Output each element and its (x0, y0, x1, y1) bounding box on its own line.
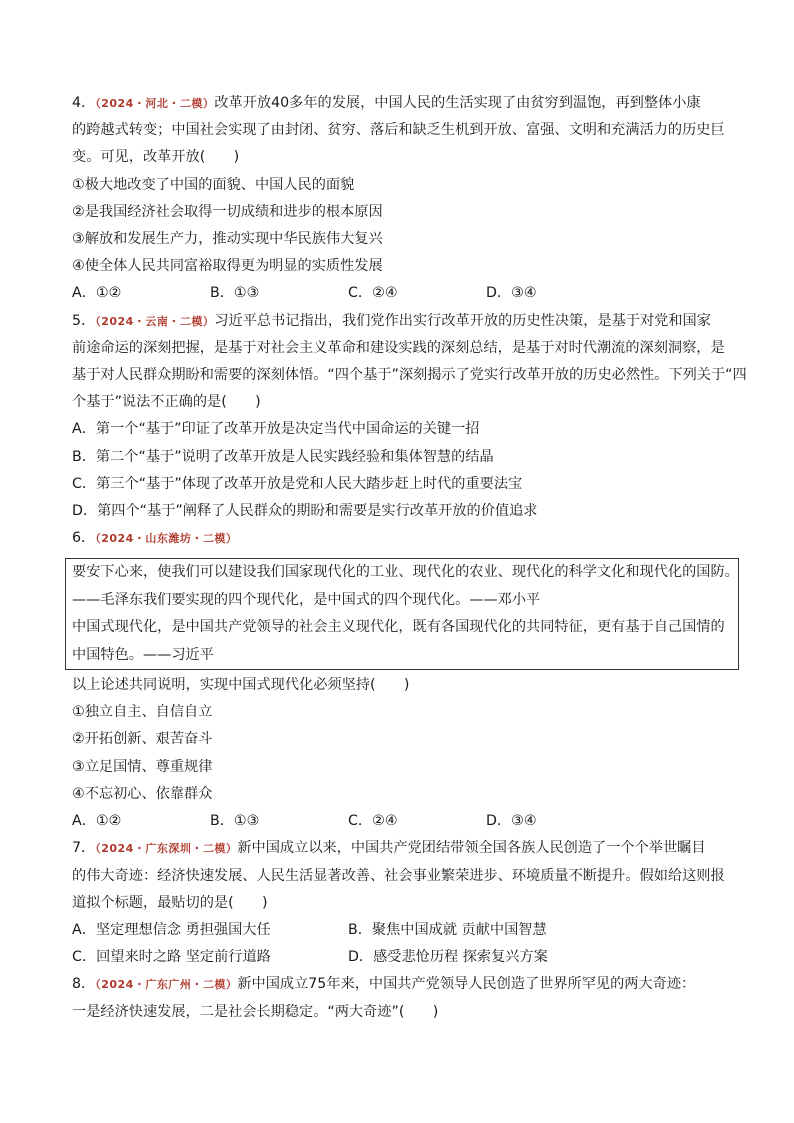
option-c[interactable]: C．第三个“基于”体现了改革开放是党和人民大踏步赶上时代的重要法宝 (72, 475, 523, 492)
question-stem-line: 道拟个标题，最贴切的是( ) (72, 894, 268, 911)
quote-line: ——毛泽东我们要实现的四个现代化，是中国式的四个现代化。——邓小平 (72, 591, 541, 608)
answer-options (72, 808, 732, 835)
question-number: 6． (72, 530, 96, 547)
option-d[interactable]: D．感受悲怆历程 探索复兴方案 (348, 949, 548, 966)
quote-line: 要安下心来，使我们可以建设我们国家现代化的工业、现代化的农业、现代化的科学文化和现代化的国防。 (72, 564, 739, 581)
statement-item: ②是我国经济社会取得一切成绩和进步的根本原因 (72, 203, 383, 220)
statement-item: ③立足国情、尊重规律 (72, 758, 213, 775)
option-a[interactable]: A．①② (72, 285, 122, 302)
option-d[interactable]: D．③④ (486, 285, 537, 302)
statement-item: ①独立自主、自信自立 (72, 704, 213, 721)
option-b[interactable]: B．第二个“基于”说明了改革开放是人民实践经验和集体智慧的结晶 (72, 448, 494, 465)
option-c[interactable]: C．回望来时之路 坚定前行道路 (72, 949, 271, 966)
question-stem: 4．（2024・河北・二模）改革开放40多年的发展，中国人民的生活实现了由贫穷到温饱，再到整体小康 (72, 95, 701, 111)
question-number: 7． (72, 840, 96, 857)
option-a[interactable]: A．①② (72, 813, 122, 830)
question-source: （2024・云南・二模） (95, 314, 215, 328)
question-stem-line: 的伟大奇迹：经济快速发展、人民生活显著改善、社会事业繁荣进步、环境质量不断提升。假如给这则报 (72, 867, 725, 884)
question-sheet (72, 90, 747, 1026)
statement-item: ①极大地改变了中国的面貌、中国人民的面貌 (72, 176, 355, 193)
option-b[interactable]: B．①③ (210, 285, 260, 302)
option-a[interactable]: A．第一个“基于”印证了改革开放是决定当代中国命运的关键一招 (72, 421, 480, 438)
option-b[interactable]: B．①③ (210, 813, 260, 830)
answer-options (72, 917, 732, 944)
question-source: （2024・广东广州・二模） (95, 978, 238, 992)
question-4 (72, 90, 732, 308)
question-number: 8． (72, 976, 96, 993)
question-stem-line: 以上论述共同说明，实现中国式现代化必须坚持( ) (72, 677, 410, 694)
question-8 (72, 971, 732, 1025)
statement-item: ④使全体人民共同富裕取得更为明显的实质性发展 (72, 258, 383, 275)
statement-item: ②开拓创新、艰苦奋斗 (72, 731, 213, 748)
option-c[interactable]: C．②④ (348, 285, 398, 302)
question-source: （2024・山东潍坊・二模） (95, 532, 238, 546)
question-6 (72, 525, 739, 835)
quote-line: 中国特色。——习近平 (72, 646, 214, 663)
question-stem (72, 525, 732, 552)
question-stem-line: 前途命运的深刻把握，是基于对社会主义革命和建设实践的深刻总结，是基于对时代潮流的深刻洞察，是 (72, 339, 725, 356)
question-stem: 7．（2024・广东深圳・二模）新中国成立以来，中国共产党团结带领全国各族人民创造了一个个举世瞩目 (72, 840, 706, 857)
option-a[interactable]: A．坚定理想信念 勇担强国大任 (72, 921, 271, 938)
option-d[interactable]: D．第四个“基于”阐释了人民群众的期盼和需要是实行改革开放的价值追求 (72, 503, 538, 520)
question-stem-line: 一是经济快速发展，二是社会长期稳定。“两大奇迹”( ) (72, 1003, 439, 1020)
question-stem-line: 基于对人民群众期盼和需要的深刻体悟。“四个基于”深刻揭示了党实行改革开放的历史必然性。下列关于“四 (72, 367, 747, 384)
statement-item: ③解放和发展生产力，推动实现中华民族伟大复兴 (72, 231, 383, 248)
question-7 (72, 835, 732, 971)
statement-item: ④不忘初心、依靠群众 (72, 785, 213, 802)
quote-line: 中国式现代化，是中国共产党领导的社会主义现代化，既有各国现代化的共同特征，更有基于自己国情的 (72, 619, 725, 636)
question-stem: 8．（2024・广东广州・二模）新中国成立75年来，中国共产党领导人民创造了世界所罕见的两大奇迹： (72, 976, 696, 993)
option-b[interactable]: B．聚焦中国成就 贡献中国智慧 (348, 921, 547, 938)
question-source: （2024・广东深圳・二模） (95, 842, 238, 856)
option-d[interactable]: D．③④ (486, 813, 537, 830)
question-stem: 5．（2024・云南・二模）习近平总书记指出，我们党作出实行改革开放的历史性决策，是基于对党和国家 (72, 312, 711, 329)
question-stem-line: 的跨越式转变；中国社会实现了由封闭、贫穷、落后和缺乏生机到开放、富强、文明和充满活力的历史巨 (72, 122, 725, 139)
quote-box (65, 558, 739, 670)
question-number: 4． (72, 95, 96, 111)
question-5 (72, 308, 747, 526)
answer-options (72, 944, 732, 971)
answer-options (72, 280, 732, 307)
question-number: 5． (72, 312, 96, 329)
question-source: （2024・河北・二模） (95, 97, 215, 110)
option-c[interactable]: C．②④ (348, 813, 398, 830)
question-stem-line: 变。可见，改革开放( ) (72, 149, 240, 166)
question-stem-line: 个基于”说法不正确的是( ) (72, 394, 261, 411)
